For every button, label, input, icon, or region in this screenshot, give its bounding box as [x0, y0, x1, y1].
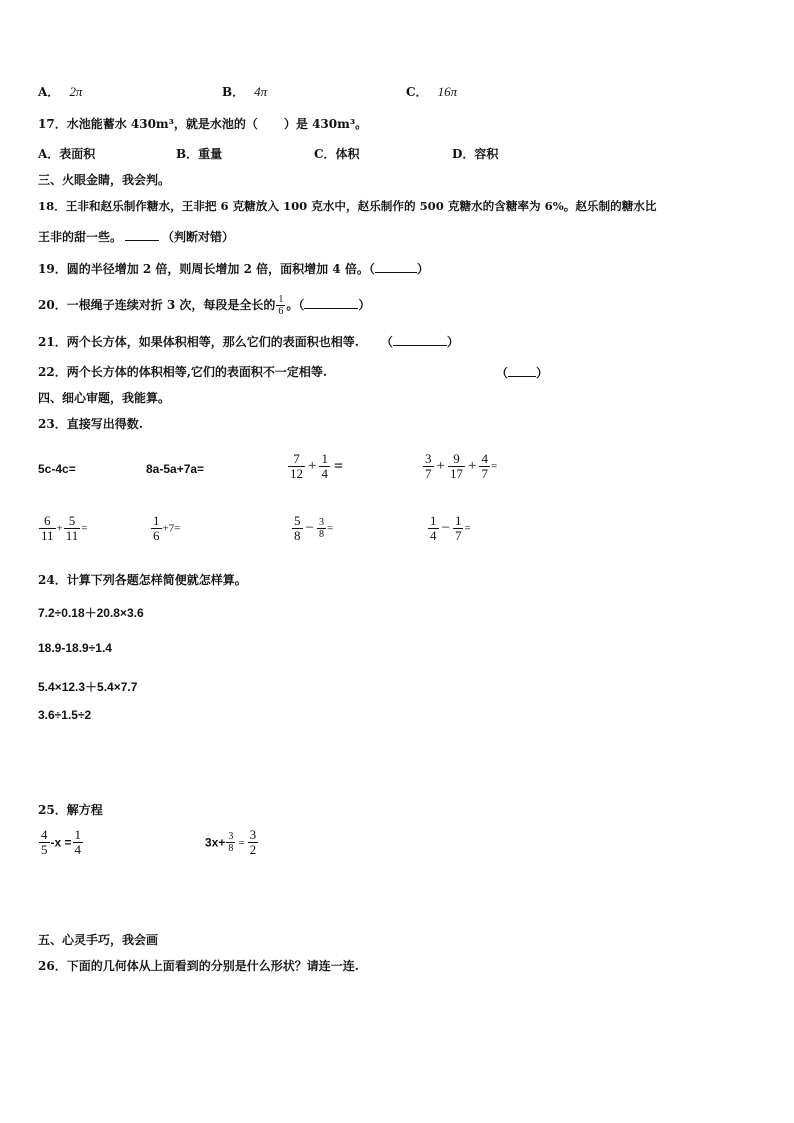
q23-expr-3 — [287, 452, 343, 481]
fraction-denominator: 8 — [318, 529, 324, 540]
q20-prefix: 20．一根绳子连续对折 3 次，每段是全长的 — [38, 298, 276, 312]
fraction-denominator: 2 — [249, 842, 257, 857]
q18-line2-suffix: （判断对错） — [162, 230, 235, 244]
operator: − — [305, 520, 314, 536]
q18-answer-blank[interactable] — [125, 228, 159, 241]
fraction-numerator: 1 — [321, 451, 328, 466]
fraction-denominator: 8 — [228, 843, 234, 854]
fraction-numerator: 1 — [153, 513, 160, 528]
fraction-denominator: 7 — [454, 528, 462, 543]
q21-open: （ — [380, 335, 393, 349]
q24-item-4: 3.6÷1.5÷2 — [38, 708, 92, 722]
option-letter: A． — [38, 85, 60, 99]
q26-question: 26．下面的几何体从上面看到的分别是什么形状？请连一连. — [38, 959, 359, 973]
fraction-numerator: 3 — [228, 831, 234, 842]
q23-expr-1: 5c-4c= — [38, 462, 76, 476]
q21-answer-blank[interactable] — [393, 333, 447, 346]
q17-option-b: B．重量 — [176, 147, 223, 161]
fraction-denominator: 6 — [278, 306, 284, 317]
fraction-numerator: 3 — [425, 451, 432, 466]
fraction-numerator: 7 — [288, 452, 305, 467]
fraction — [248, 828, 259, 857]
q17-prefix: 17．水池能蓄水 430m³，就是水池的（ — [38, 117, 258, 131]
fraction — [453, 514, 464, 543]
q22-answer-blank[interactable] — [508, 364, 536, 377]
option-value: 16π — [437, 84, 458, 99]
q25-title: 25．解方程 — [38, 803, 103, 817]
q18-line-1: 18．王非和赵乐制作糖水，王非把 6 克糖放入 100 克水中，赵乐制作的 500 克糖水的含糖率为 6%。赵乐制的糖水比 — [38, 199, 657, 213]
equation-prefix: 3x+ — [205, 835, 226, 850]
q19-answer-blank[interactable] — [375, 260, 417, 273]
q20-answer-blank[interactable] — [304, 296, 358, 309]
fraction-denominator: 4 — [74, 842, 82, 857]
fraction-numerator: 5 — [294, 513, 301, 528]
fraction — [292, 514, 303, 543]
fraction — [288, 452, 305, 481]
q19-text: 19．圆的半径增加 2 倍，则周长增加 2 倍，面积增加 4 倍。（ — [38, 262, 375, 276]
q23-expr-5 — [38, 514, 88, 543]
q24-item-2: 18.9-18.9÷1.4 — [38, 641, 112, 655]
q21-question — [38, 333, 459, 350]
q21-close: ） — [446, 335, 459, 349]
fraction-denominator: 8 — [294, 528, 301, 543]
fraction-denominator: 5 — [41, 842, 48, 857]
equals: = — [464, 522, 471, 535]
q18-line2-prefix: 王非的甜一些。 — [38, 230, 123, 244]
q22-answer — [496, 364, 548, 381]
fraction-denominator: 12 — [290, 466, 303, 481]
option-value: 4π — [254, 84, 268, 99]
operator: + — [56, 522, 63, 535]
option-value: 2π — [69, 84, 83, 99]
q23-expr-4 — [422, 452, 497, 481]
fraction — [448, 452, 465, 481]
fraction-numerator: 6 — [39, 514, 56, 529]
q18-line-2 — [38, 228, 234, 245]
fraction-numerator: 1 — [430, 513, 437, 528]
q17-question — [38, 116, 367, 132]
q17-option-d: D．容积 — [452, 147, 499, 161]
q22-close: ） — [536, 366, 549, 380]
q17-option-c: C．体积 — [314, 147, 360, 161]
q17-option-a: A．表面积 — [38, 147, 96, 161]
fraction-numerator: 3 — [318, 517, 324, 528]
q23-expr-8 — [427, 514, 471, 543]
fraction — [151, 514, 162, 543]
q23-expr-6 — [150, 514, 180, 543]
q24-title: 24．计算下列各题怎样简便就怎样算。 — [38, 573, 247, 587]
fraction — [428, 514, 439, 543]
fraction — [423, 452, 434, 481]
section-3-title: 三、火眼金睛，我会判。 — [38, 173, 171, 187]
fraction — [317, 517, 326, 540]
q22-open: （ — [496, 366, 509, 380]
fraction-numerator: 1 — [278, 294, 284, 305]
q20-question — [38, 290, 370, 320]
q20-fraction — [276, 294, 285, 317]
fraction — [39, 828, 50, 857]
q23-title: 23．直接写出得数. — [38, 417, 143, 431]
option-letter: C． — [406, 85, 428, 99]
fraction-denominator: 11 — [65, 528, 79, 543]
fraction-numerator: 4 — [481, 451, 488, 466]
fraction-numerator: 3 — [249, 827, 257, 842]
operator: + — [436, 458, 445, 474]
expression-rest: +7= — [162, 522, 181, 535]
equals: = — [238, 836, 245, 849]
fraction — [64, 514, 81, 543]
section-5-title: 五、心灵手巧，我会画 — [38, 933, 159, 947]
q20-close: ） — [358, 298, 371, 312]
q24-item-1: 7.2÷0.18＋20.8×3.6 — [38, 606, 144, 620]
equation-middle: -x = — [50, 835, 72, 850]
q22-question — [38, 364, 327, 380]
q19-question — [38, 260, 429, 277]
q16-option-a — [38, 84, 82, 100]
fraction-numerator: 1 — [74, 827, 82, 842]
q16-option-b — [222, 84, 267, 100]
equals: = — [81, 522, 88, 535]
q24-item-3: 5.4×12.3＋5.4×7.7 — [38, 680, 138, 694]
q21-text: 21．两个长方体，如果体积相等，那么它们的表面积也相等. — [38, 335, 359, 349]
q23-expr-2: 8a-5a+7a= — [146, 462, 205, 476]
fraction — [39, 514, 56, 543]
operator: + — [467, 458, 477, 474]
q23-expr-7 — [291, 514, 333, 543]
fraction-denominator: 7 — [425, 466, 432, 481]
fraction — [479, 452, 490, 481]
fraction-numerator: 4 — [41, 827, 48, 842]
fraction-numerator: 1 — [454, 513, 462, 528]
operator: − — [441, 520, 450, 536]
fraction-denominator: 4 — [430, 528, 437, 543]
fraction-numerator: 5 — [64, 514, 81, 529]
option-letter: B． — [222, 85, 245, 99]
fraction-denominator: 11 — [41, 528, 54, 543]
q25-equation-2 — [205, 828, 259, 857]
fraction-denominator: 6 — [153, 528, 160, 543]
fraction — [73, 828, 84, 857]
q25-equation-1 — [38, 828, 84, 857]
fraction — [319, 452, 330, 481]
operator: + — [308, 458, 317, 474]
section-4-title: 四、细心审题，我能算。 — [38, 391, 171, 405]
fraction-denominator: 17 — [449, 466, 463, 481]
fraction-numerator: 9 — [448, 452, 465, 467]
q19-close: ） — [416, 262, 429, 276]
equals: = — [490, 460, 498, 473]
q17-suffix: ）是 430m³。 — [283, 117, 368, 131]
fraction — [226, 831, 235, 854]
q16-option-c — [406, 84, 457, 100]
fraction-denominator: 4 — [321, 466, 328, 481]
q22-text: 22．两个长方体的体积相等,它们的表面积不一定相等. — [38, 365, 328, 379]
equals: = — [326, 522, 334, 535]
equals: = — [333, 457, 344, 475]
fraction-denominator: 7 — [481, 466, 488, 481]
q20-suffix: 。（ — [286, 298, 305, 312]
